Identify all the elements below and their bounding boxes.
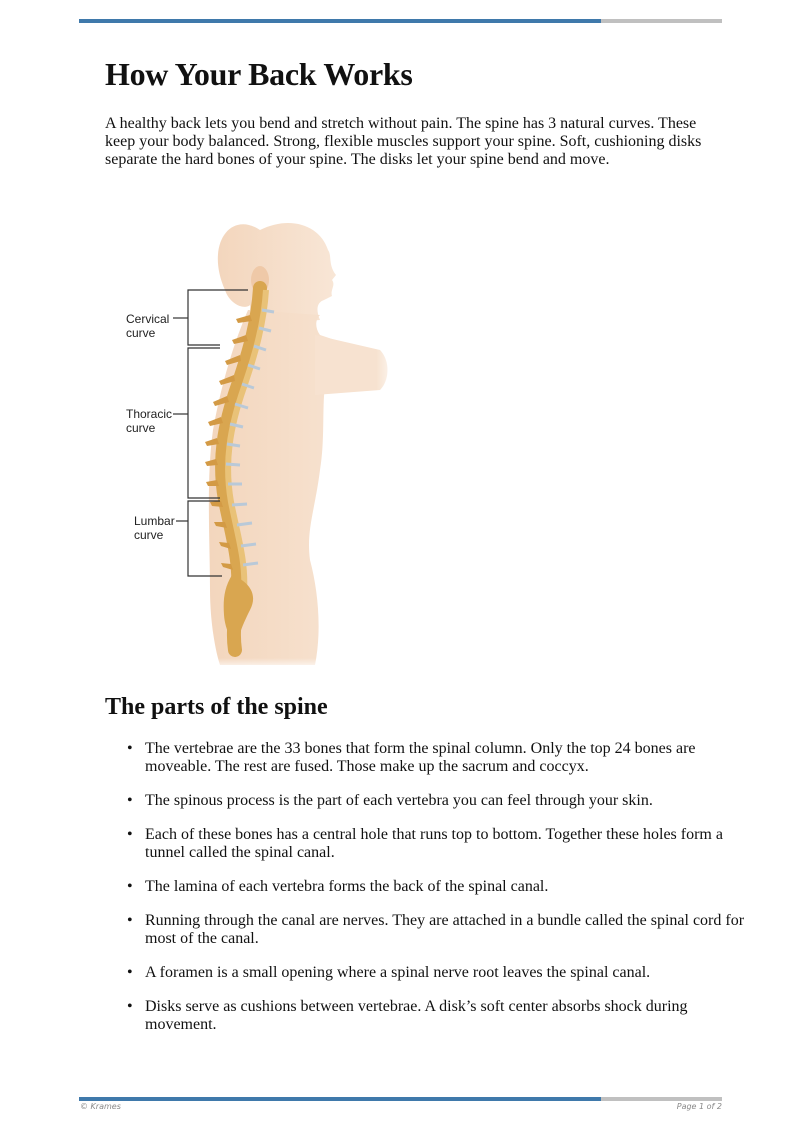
header-accent-bar	[79, 19, 601, 23]
list-item: • The lamina of each vertebra forms the back of the spinal canal.	[145, 878, 745, 896]
cervical-label-line2: curve	[126, 326, 156, 340]
intro-paragraph: A healthy back lets you bend and stretch without pain. The spine has 3 natural curves. These keep your body balanced. Strong, flexible muscles support your spine. Soft, cushioning disks separate the hard bones of your spine. The disks let your spine bend and move.	[105, 115, 702, 168]
lumbar-label-line2: curve	[134, 528, 164, 542]
list-item: • Running through the canal are nerves. They are attached in a bundle called the spinal cord for most of the canal.	[145, 912, 745, 948]
footer-accent-bar	[79, 1097, 601, 1101]
copyright-text: © Krames	[80, 1102, 121, 1111]
list-item: • Disks serve as cushions between vertebrae. A disk’s soft center absorbs shock during movement.	[145, 998, 745, 1034]
list-item: • The vertebrae are the 33 bones that form the spinal column. Only the top 24 bones are moveable. The rest are fused. Those make up the sacrum and coccyx.	[145, 740, 745, 776]
spine-figure-svg	[110, 210, 400, 670]
thoracic-curve-label	[126, 407, 172, 435]
page-title: How Your Back Works	[105, 56, 413, 92]
thoracic-label-line2: curve	[126, 421, 156, 435]
cervical-curve-label	[126, 312, 169, 340]
footer-gray-bar	[601, 1097, 722, 1101]
cervical-label-line1: Cervical	[126, 312, 170, 326]
spine-parts-list	[105, 740, 745, 1050]
header-gray-bar	[601, 19, 722, 23]
list-item: • A foramen is a small opening where a spinal nerve root leaves the spinal canal.	[145, 964, 745, 982]
lumbar-label-line1: Lumbar	[134, 514, 175, 528]
list-item: • Each of these bones has a central hole that runs top to bottom. Together these holes form a tunnel called the spinal canal.	[145, 826, 745, 862]
page-number: Page 1 of 2	[676, 1102, 722, 1111]
thoracic-label-line1: Thoracic	[126, 407, 173, 421]
list-item: • The spinous process is the part of each vertebra you can feel through your skin.	[145, 792, 745, 810]
lumbar-curve-label	[134, 514, 175, 542]
spine-illustration	[110, 210, 400, 670]
section-heading: The parts of the spine	[105, 694, 328, 720]
